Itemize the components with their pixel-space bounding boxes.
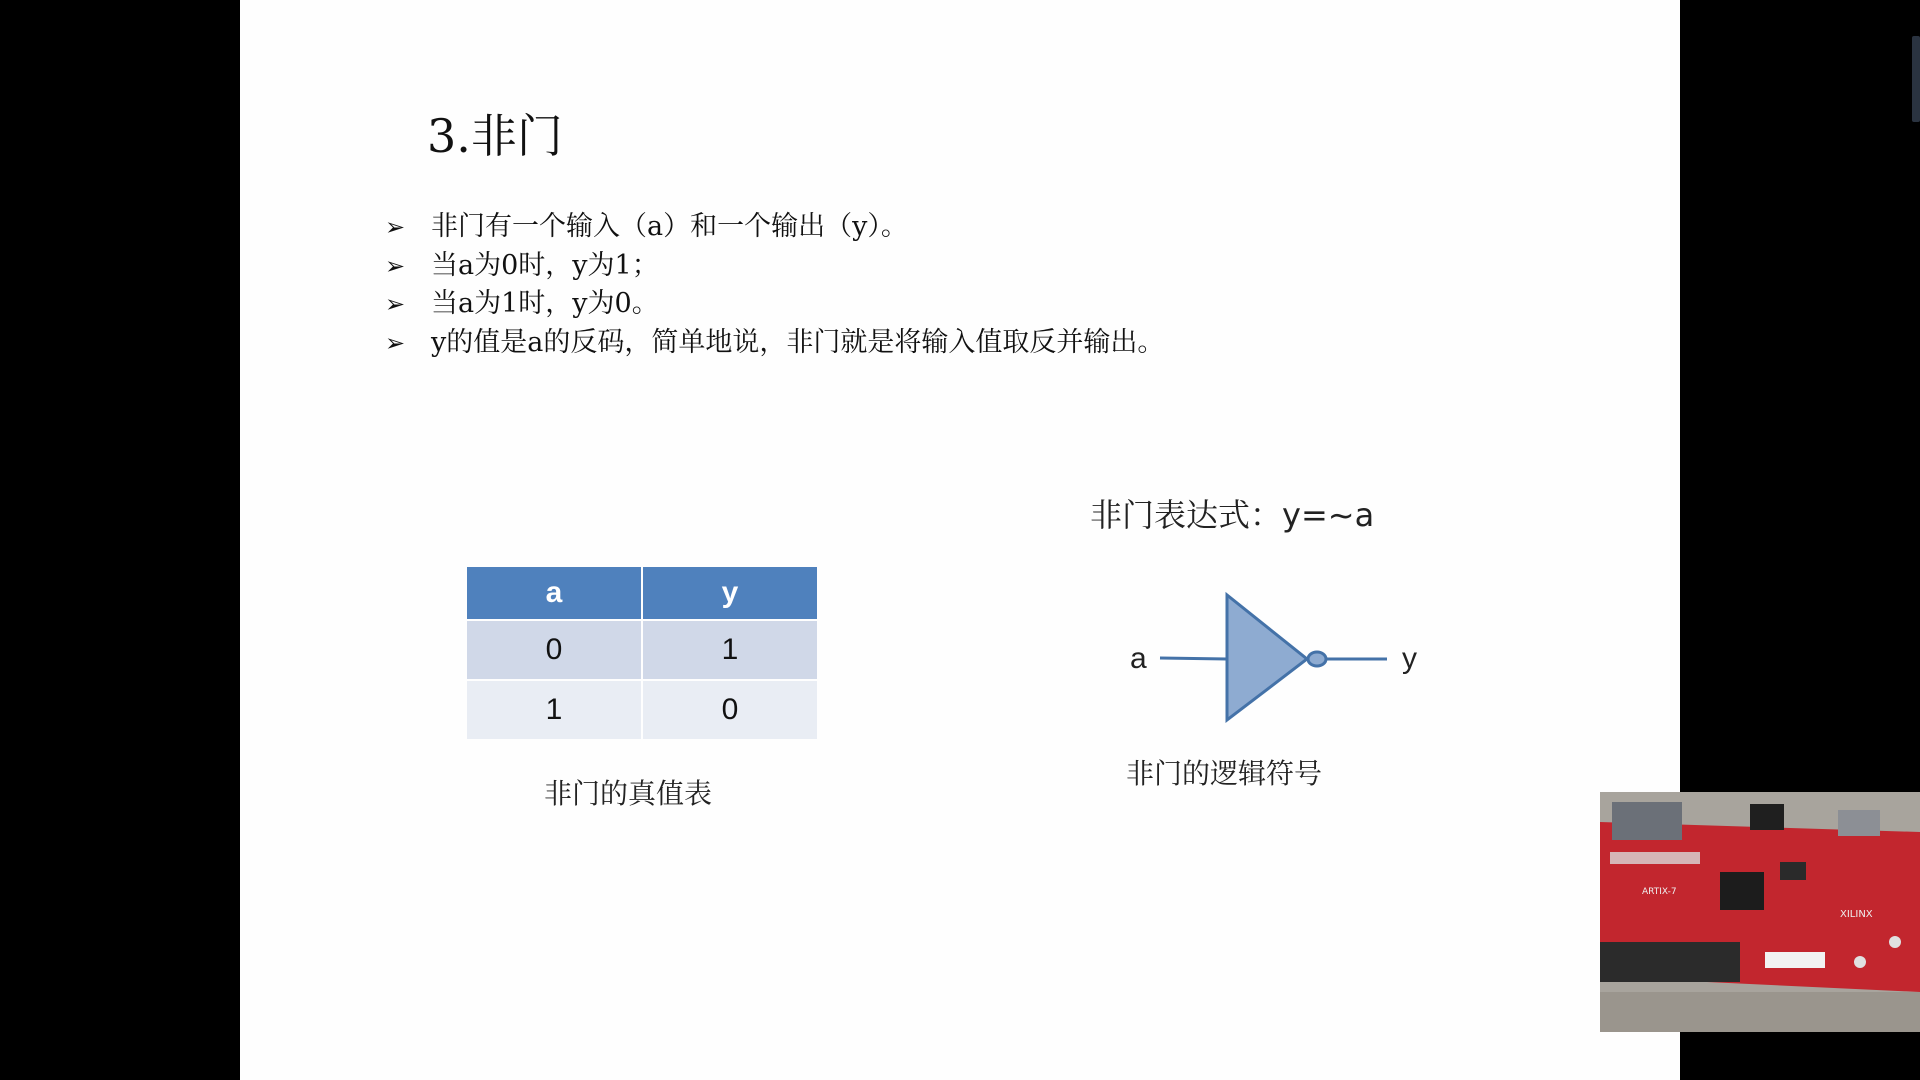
table-cell: 0 xyxy=(643,681,817,739)
seven-segment xyxy=(1610,852,1700,864)
gate-inversion-bubble xyxy=(1308,652,1326,666)
bullet-item xyxy=(385,247,1164,286)
table-row xyxy=(467,621,817,679)
gate-caption: 非门的逻辑符号 xyxy=(1126,757,1323,790)
bullet-item xyxy=(385,285,1164,324)
gate-triangle xyxy=(1227,595,1307,720)
usb-connector xyxy=(1750,804,1784,830)
truth-table xyxy=(465,565,819,741)
not-gate-symbol xyxy=(1100,580,1660,750)
bullet-list xyxy=(385,208,1164,362)
bullet-item xyxy=(385,324,1164,363)
table-cell: 1 xyxy=(467,681,641,739)
slide xyxy=(240,0,1680,1080)
table-row xyxy=(467,681,817,739)
fpga-chip xyxy=(1720,872,1764,910)
slide-title: 3.非门 xyxy=(427,109,563,163)
bullet-text: 当a为0时，y为1； xyxy=(431,249,659,281)
gate-output-label: y xyxy=(1402,642,1417,675)
fpga-board-image xyxy=(1600,792,1920,1032)
gate-expression: 非门表达式：y=~a xyxy=(1090,496,1375,534)
table-cell: 0 xyxy=(467,621,641,679)
table-header-y: y xyxy=(643,567,817,619)
bullet-text: 当a为1时，y为0。 xyxy=(431,288,659,319)
table-header-a: a xyxy=(467,567,641,619)
arrow-bullet-icon: ➢ xyxy=(385,290,406,318)
arrow-bullet-icon: ➢ xyxy=(385,213,406,241)
board-text: XILINX xyxy=(1840,909,1873,920)
bullet-item xyxy=(385,208,1164,247)
ethernet-connector xyxy=(1838,810,1880,836)
dip-switches xyxy=(1765,952,1825,968)
pmod-headers xyxy=(1600,942,1740,982)
webcam-overlay xyxy=(1600,792,1920,1032)
bullet-text: y的值是a的反码，简单地说，非门就是将输入值取反并输出。 xyxy=(431,326,1165,358)
gate-input-label: a xyxy=(1130,642,1147,675)
table-header-row xyxy=(467,567,817,619)
bullet-text: 非门有一个输入（a）和一个输出（y）。 xyxy=(431,211,908,242)
truth-table-caption: 非门的真值表 xyxy=(544,777,713,810)
arrow-bullet-icon: ➢ xyxy=(385,328,406,357)
push-button xyxy=(1889,936,1901,948)
chip-small xyxy=(1780,862,1806,880)
side-panel-tab[interactable] xyxy=(1912,36,1920,122)
push-button xyxy=(1854,956,1866,968)
table-cell: 1 xyxy=(643,621,817,679)
arrow-bullet-icon: ➢ xyxy=(385,251,406,280)
vga-connector xyxy=(1612,802,1682,840)
board-text: ARTIX-7 xyxy=(1642,887,1677,897)
gate-input-wire xyxy=(1160,658,1227,659)
